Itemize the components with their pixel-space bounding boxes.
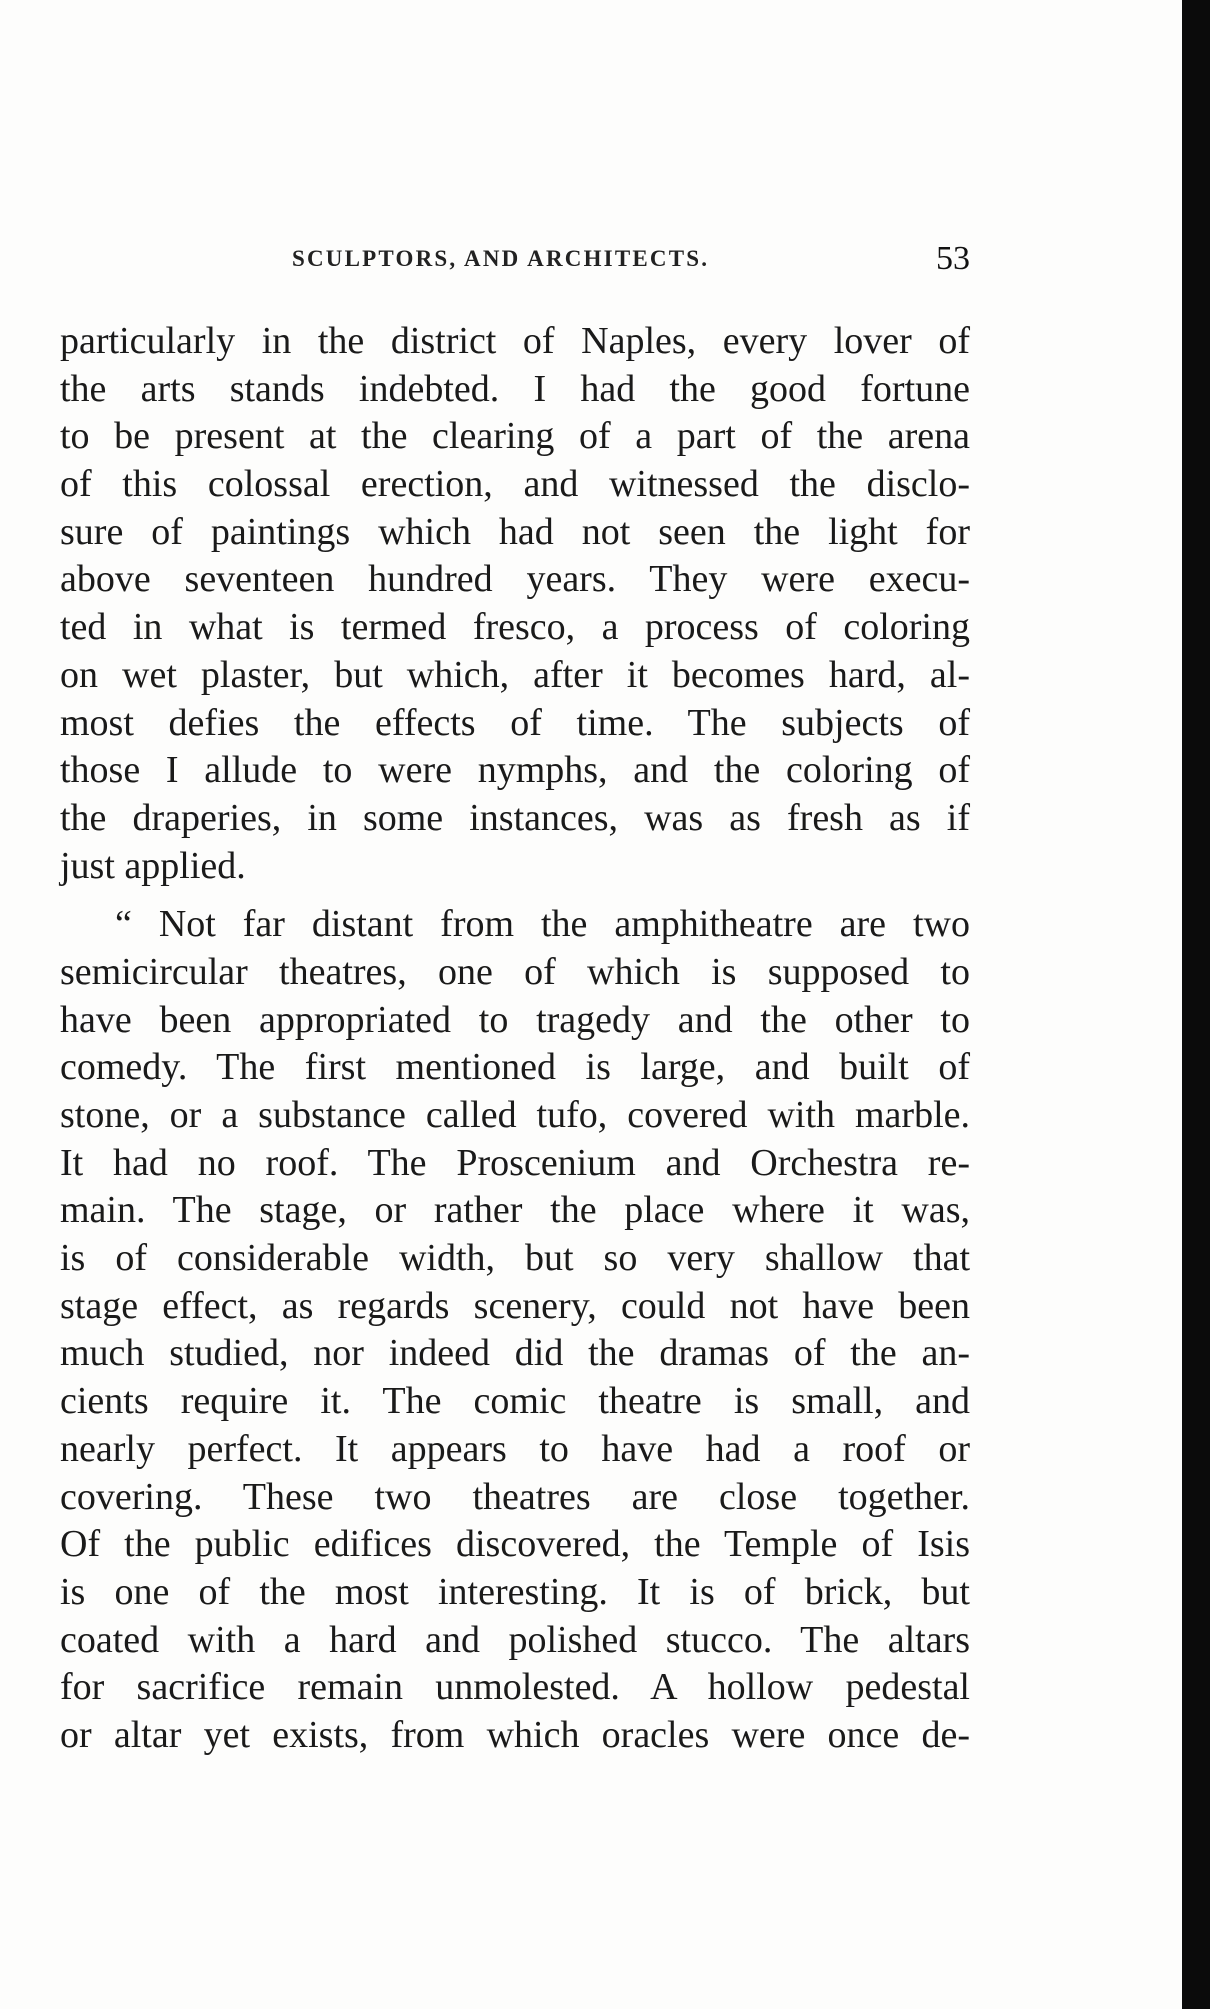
text-line: have been appropriated to tragedy and the other to [60,998,970,1041]
page-number: 53 [936,240,970,277]
text-line: covering. These two theatres are close together. [60,1475,970,1518]
text-line: ted in what is termed fresco, a process of coloring [60,606,970,649]
text-line: stone, or a substance called tufo, covered with marble. [60,1094,970,1136]
text-line: Of the public edifices discovered, the Temple of Isis [60,1523,970,1566]
text-line: on wet plaster, but which, after it becomes hard, al- [60,653,970,696]
text-line: sure of paintings which had not seen the light for [60,510,970,553]
page-header [290,240,970,280]
text-line: nearly perfect. It appears to have had a roof or [60,1427,970,1470]
text-line: of this colossal erection, and witnessed the disclo- [60,463,970,506]
text-line: much studied, nor indeed did the dramas of the an- [60,1332,970,1375]
text-line: It had no roof. The Proscenium and Orchestra re- [60,1141,970,1184]
paragraph-2 [60,901,970,1759]
text-line: above seventeen hundred years. They were execu- [60,558,970,601]
text-line: or altar yet exists, from which oracles were once de- [60,1713,970,1756]
text-line: for sacrifice remain unmolested. A hollow pedestal [60,1666,970,1709]
text-line: the draperies, in some instances, was as fresh as if [60,796,970,839]
text-line: stage effect, as regards scenery, could not have been [60,1284,970,1327]
text-line: is of considerable width, but so very shallow that [60,1237,970,1280]
text-line: those I allude to were nymphs, and the coloring of [60,749,970,792]
text-line: is one of the most interesting. It is of brick, but [60,1570,970,1613]
page-edge-shadow [1182,0,1210,2009]
text-line: coated with a hard and polished stucco. The altars [60,1618,970,1661]
paragraph-gap [60,890,970,901]
text-line: cients require it. The comic theatre is small, and [60,1380,970,1423]
text-line: comedy. The first mentioned is large, and built of [60,1046,970,1089]
text-line: just applied. [60,844,246,887]
text-line: to be present at the clearing of a part of the arena [60,415,970,458]
text-line: “ Not far distant from the amphitheatre are two [115,903,970,946]
paragraph-1 [60,318,970,890]
text-line: main. The stage, or rather the place where it was, [60,1189,970,1232]
text-line: the arts stands indebted. I had the good fortune [60,367,970,410]
text-line: particularly in the district of Naples, every lover of [60,320,970,362]
body-text [60,318,970,1760]
text-line: semicircular theatres, one of which is supposed to [60,950,970,993]
text-line: most defies the effects of time. The subjects of [60,701,970,744]
running-head: SCULPTORS, AND ARCHITECTS. [292,246,710,271]
